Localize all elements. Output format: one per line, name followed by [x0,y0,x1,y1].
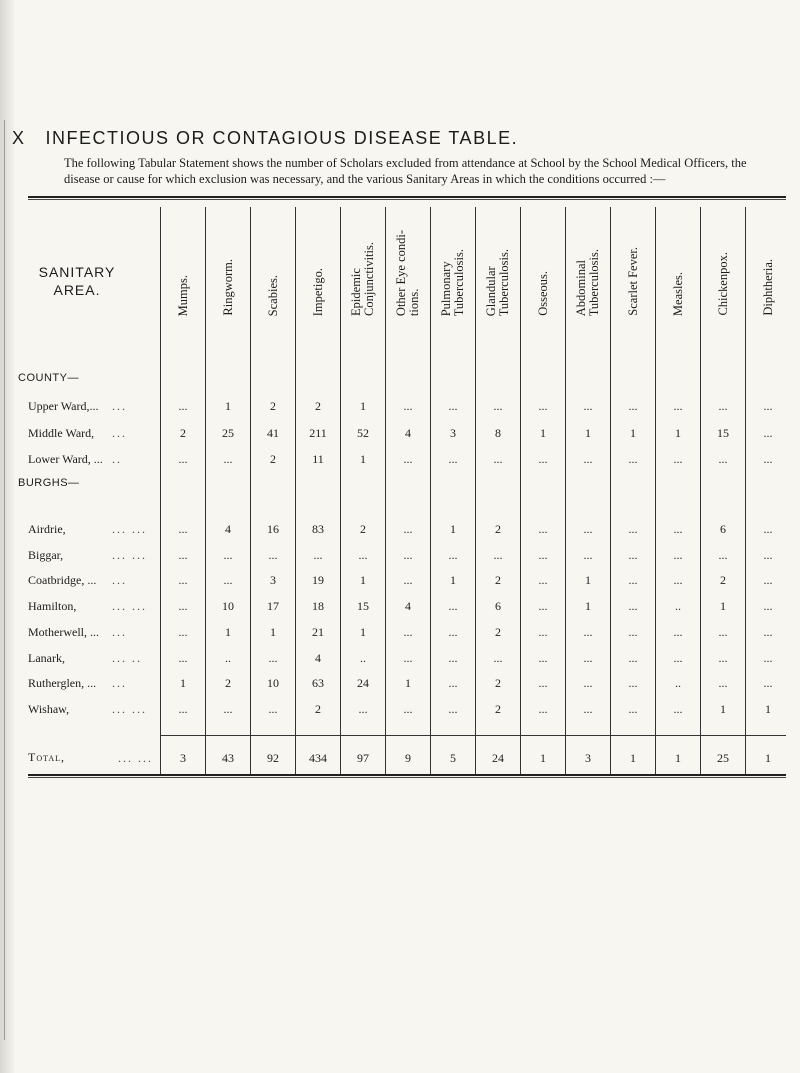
table-cell: ... [358,547,368,562]
table-cell: ... [628,399,638,413]
table-cell: 1 [225,399,231,413]
table-cell: ... [583,399,593,413]
table-cell: ... [628,452,638,466]
table-cell: 1 [360,452,366,466]
column-header [388,224,428,316]
table-cell: ... [583,522,593,536]
table-cell: ... [178,547,188,562]
row-label: Upper Ward,... [28,399,99,413]
table-cell: 2 [360,522,366,536]
table-row [0,624,800,642]
table-cell: ... [628,522,638,536]
row-leader-dots: ... .. [112,650,142,665]
column-header-label: Mumps. [175,274,190,316]
table-cell: ... [763,624,773,639]
column-header [433,224,473,316]
table-cell: 211 [309,425,327,440]
table-cell: 92 [267,751,279,765]
table-cell: ... [718,452,728,466]
table-cell: ... [403,522,413,536]
table-cell: 3 [270,573,276,588]
table-cell: ... [763,425,773,440]
table-cell: ... [268,547,278,562]
table-row [0,572,800,590]
table-cell: ... [178,599,188,614]
table-cell: ... [538,701,548,716]
table-cell: 1 [720,701,726,716]
table-cell: ... [403,399,413,413]
table-cell: 15 [717,425,729,440]
column-header-label: Osseous. [535,271,550,316]
table-cell: 2 [270,399,276,413]
table-cell: ... [583,547,593,562]
column-header [208,224,248,316]
table-cell: 3 [585,751,591,765]
table-cell: ... [718,650,728,665]
table-row [0,547,800,565]
table-cell: 1 [360,399,366,413]
table-cell: ... [268,650,278,665]
table-cell: ... [448,701,458,716]
table-cell: ... [763,599,773,614]
table-cell: 24 [357,676,369,691]
table-row [0,451,800,469]
table-top-rule-inner [28,199,786,200]
column-header-label: Impetigo. [310,267,325,316]
table-cell: 1 [405,676,411,691]
table-cell: ... [223,701,233,716]
column-header-label: Chickenpox. [715,252,730,316]
table-cell: 4 [405,425,411,440]
table-cell: 2 [495,701,501,716]
table-cell: ... [673,399,683,413]
table-cell: ... [538,573,548,588]
table-cell: 15 [357,599,369,614]
table-cell: 8 [495,425,501,440]
table-cell: 2 [495,522,501,536]
table-cell: 1 [360,573,366,588]
table-cell: 1 [630,751,636,765]
table-cell: 1 [540,751,546,765]
table-cell: ... [628,624,638,639]
column-header-label: Scarlet Fever. [625,247,640,316]
total-row [0,750,800,768]
column-header-label: Other Eye condi- tions. [394,229,421,316]
table-cell: 2 [495,624,501,639]
table-cell: ... [403,650,413,665]
table-cell: 1 [540,425,546,440]
table-cell: 17 [267,599,279,614]
row-label: Wishaw, [28,701,70,716]
table-bottom-rule [28,774,786,776]
table-cell: .. [675,676,681,691]
table-cell: ... [583,650,593,665]
table-cell: ... [178,522,188,536]
table-cell: ... [223,547,233,562]
table-cell: 1 [765,751,771,765]
row-label: Total, [28,750,66,764]
table-cell: ... [538,624,548,639]
table-cell: 1 [675,425,681,440]
table-cell: ... [538,522,548,536]
row-leader-dots: ... ... [112,701,147,716]
table-cell: ... [673,547,683,562]
table-cell: ... [538,547,548,562]
table-cell: .. [675,599,681,614]
column-header [253,224,293,316]
table-cell: ... [178,399,188,413]
table-cell: ... [403,452,413,466]
table-cell: 10 [267,676,279,691]
column-header-label: Abdominal Tuberculosis. [574,248,601,316]
table-cell: ... [223,452,233,466]
table-cell: ... [358,701,368,716]
column-header [703,224,743,316]
table-cell: ... [673,701,683,716]
table-cell: 2 [720,573,726,588]
table-cell: 4 [225,522,231,536]
table-cell: ... [583,624,593,639]
table-cell: ... [538,650,548,665]
row-leader-dots: ... [112,624,127,639]
row-label: Airdrie, [28,522,66,536]
table-cell: ... [628,599,638,614]
table-cell: 1 [720,599,726,614]
table-row [0,650,800,668]
sanitary-area-header: SANITARY AREA. [38,264,116,298]
row-leader-dots: ... ... [112,522,147,536]
table-cell: ... [628,701,638,716]
table-cell: 4 [315,650,321,665]
table-cell: 16 [267,522,279,536]
table-cell: 43 [222,751,234,765]
table-cell: 83 [312,522,324,536]
column-header [523,224,563,316]
table-cell: ... [178,624,188,639]
table-cell: 2 [180,425,186,440]
table-cell: ... [538,676,548,691]
table-cell: 18 [312,599,324,614]
column-header [478,224,518,316]
table-cell: 21 [312,624,324,639]
row-label: Lower Ward, ... [28,452,103,466]
table-cell: 6 [495,599,501,614]
table-cell: ... [538,399,548,413]
table-row [0,701,800,719]
table-cell: 2 [495,676,501,691]
table-cell: ... [493,399,503,413]
table-cell: ... [583,676,593,691]
row-label: Hamilton, [28,599,77,614]
table-bottom-rule-inner [28,777,786,778]
table-cell: ... [538,452,548,466]
table-cell: ... [763,650,773,665]
table-cell: 63 [312,676,324,691]
table-cell: .. [225,650,231,665]
table-cell: 1 [450,573,456,588]
table-row [0,675,800,693]
table-cell: ... [673,573,683,588]
column-header-label: Pulmonary Tuberculosis. [439,248,466,316]
table-cell: ... [673,650,683,665]
row-leader-dots: ... [112,573,127,588]
column-header-label: Glandular Tuberculosis. [484,248,511,316]
table-cell: 1 [630,425,636,440]
table-cell: 1 [450,522,456,536]
column-header [568,224,608,316]
table-cell: 11 [312,452,324,466]
table-cell: 1 [675,751,681,765]
table-cell: .. [360,650,366,665]
column-header [298,224,338,316]
table-cell: ... [538,599,548,614]
table-cell: ... [628,650,638,665]
table-cell: ... [448,599,458,614]
table-cell: ... [493,547,503,562]
column-header [343,224,383,316]
column-header-label: Ringworm. [220,259,235,316]
row-label: Coatbridge, ... [28,573,97,588]
table-cell: ... [403,624,413,639]
table-cell: ... [718,399,728,413]
table-cell: 1 [225,624,231,639]
table-cell: ... [673,522,683,536]
table-cell: 1 [585,425,591,440]
row-leader-dots: ... [112,676,127,691]
table-cell: 1 [585,599,591,614]
table-cell: ... [448,676,458,691]
table-cell: 52 [357,425,369,440]
table-cell: ... [178,573,188,588]
column-header [163,224,203,316]
table-row [0,598,800,616]
table-cell: 3 [180,751,186,765]
table-cell: ... [763,547,773,562]
title-mark: X [12,128,26,148]
table-cell: 10 [222,599,234,614]
table-cell: 6 [720,522,726,536]
total-rule [160,735,786,736]
table-cell: 5 [450,751,456,765]
table-cell: ... [313,547,323,562]
table-cell: ... [673,624,683,639]
table-cell: 25 [222,425,234,440]
row-label: Biggar, [28,547,64,562]
row-leader-dots: ... ... [112,547,147,562]
table-cell: 24 [492,751,504,765]
column-header [613,224,653,316]
section-heading: COUNTY— [18,372,79,384]
table-cell: 3 [450,425,456,440]
row-leader-dots: ... ... [118,751,153,765]
table-row [0,425,800,443]
column-header-label: Scabies. [265,274,280,316]
row-label: Motherwell, ... [28,624,99,639]
table-cell: ... [403,701,413,716]
row-leader-dots: ... ... [112,599,147,614]
table-cell: 1 [270,624,276,639]
table-cell: ... [763,452,773,466]
table-cell: 4 [405,599,411,614]
table-cell: ... [448,650,458,665]
table-row [0,398,800,416]
table-cell: 19 [312,573,324,588]
table-cell: ... [628,676,638,691]
title-text: INFECTIOUS OR CONTAGIOUS DISEASE TABLE. [45,128,519,148]
table-cell: ... [403,573,413,588]
table-cell: ... [178,452,188,466]
row-label: Rutherglen, ... [28,676,97,691]
table-cell: ... [268,701,278,716]
table-cell: ... [448,624,458,639]
table-cell: ... [583,701,593,716]
table-cell: 9 [405,751,411,765]
table-cell: ... [403,547,413,562]
table-cell: ... [583,452,593,466]
table-cell: 2 [495,573,501,588]
table-cell: 2 [225,676,231,691]
section-heading: BURGHS— [18,477,80,489]
table-cell: 1 [585,573,591,588]
table-cell: ... [178,650,188,665]
table-cell: ... [223,573,233,588]
table-row [0,521,800,539]
table-cell: 97 [357,751,369,765]
table-cell: ... [673,452,683,466]
column-header-label: Epidemic Conjunctivitis. [349,242,376,316]
table-cell: ... [628,573,638,588]
table-top-rule [28,196,786,198]
row-leader-dots: ... [112,425,127,440]
row-leader-dots: ... [112,399,127,413]
table-cell: ... [448,547,458,562]
table-cell: ... [763,522,773,536]
table-cell: 2 [270,452,276,466]
table-cell: 25 [717,751,729,765]
column-header [658,224,698,316]
table-cell: 41 [267,425,279,440]
table-cell: ... [448,399,458,413]
table-cell: ... [763,399,773,413]
table-cell: 1 [360,624,366,639]
table-cell: ... [718,547,728,562]
table-cell: ... [718,624,728,639]
table-cell: ... [178,701,188,716]
table-cell: ... [763,676,773,691]
table-cell: 1 [180,676,186,691]
table-cell: ... [718,676,728,691]
table-cell: 1 [765,701,771,716]
page-title [12,128,792,149]
table-cell: ... [448,452,458,466]
column-header [748,224,788,316]
column-header-label: Measles. [670,271,685,316]
table-cell: 434 [309,751,327,765]
intro-paragraph: The following Tabular Statement shows the number of Scholars excluded from attendance at School by the School Medical Officers, the disease or cause for which exclusion was necessary, and the various Sanitary Areas in which the conditions occurred :— [64,156,747,186]
table-cell: 2 [315,701,321,716]
row-label: Lanark, [28,650,65,665]
column-header-label: Diphtheria. [760,259,775,316]
table-cell: ... [628,547,638,562]
row-label: Middle Ward, [28,425,95,440]
table-cell: ... [493,650,503,665]
table-cell: 2 [315,399,321,413]
table-cell: ... [763,573,773,588]
table-cell: ... [493,452,503,466]
row-leader-dots: .. [112,452,122,466]
